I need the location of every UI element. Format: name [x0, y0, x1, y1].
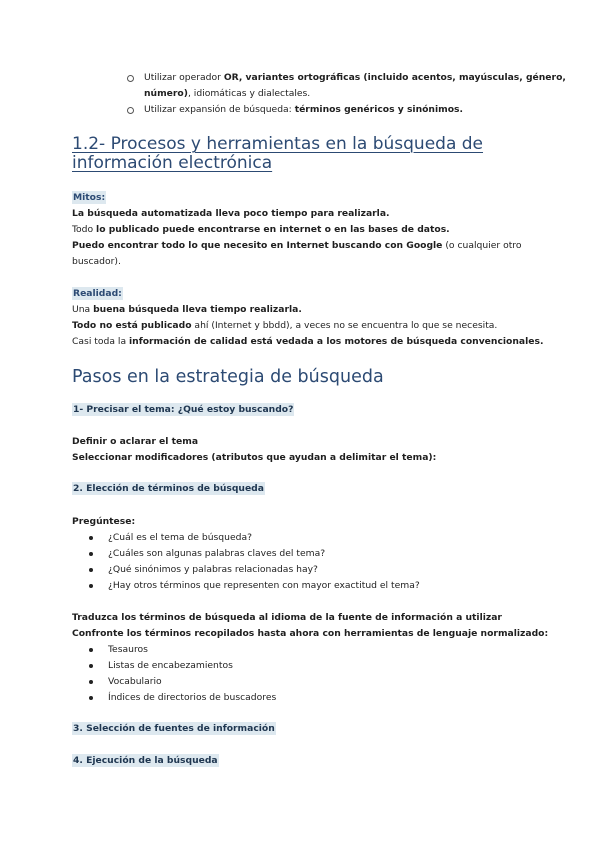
bullet-dot-icon — [89, 680, 93, 684]
step-2-title: 2. Elección de términos de búsqueda — [73, 483, 264, 494]
mitos-line-2: Todo lo publicado puede encontrarse en internet o en las bases de datos. — [72, 224, 450, 235]
mitos-label: Mitos: — [73, 192, 106, 203]
tool-item: Listas de encabezamientos — [108, 659, 233, 673]
realidad-label: Realidad: — [73, 288, 122, 299]
bullet-dot-icon — [89, 552, 93, 556]
tool-item: Vocabulario — [108, 675, 162, 689]
section-title: 1.2- Procesos y herramientas en la búsqueda de — [72, 134, 484, 154]
step-4-title: 4. Ejecución de la búsqueda — [73, 755, 218, 766]
question-item: ¿Cuáles son algunas palabras claves del tema? — [108, 547, 325, 561]
circle-bullet-icon — [127, 75, 134, 82]
step-2-confronte: Confronte los términos recopilados hasta ahora con herramientas de lenguaje normalizado: — [72, 628, 549, 639]
step-3-title: 3. Selección de fuentes de información — [73, 723, 275, 734]
realidad-line-2: Todo no está publicado ahí (Internet y bbdd), a veces no se encuentra lo que se necesita. — [72, 320, 498, 331]
realidad-line-1: Una buena búsqueda lleva tiempo realizarla. — [72, 304, 302, 315]
step-1-line-2: Seleccionar modificadores (atributos que ayudan a delimitar el tema): — [72, 452, 437, 463]
mitos-line-4: buscador). — [72, 256, 121, 267]
question-item: ¿Qué sinónimos y palabras relacionadas hay? — [108, 563, 318, 577]
circle-bullet-icon — [127, 107, 134, 114]
step-1-line-1: Definir o aclarar el tema — [72, 436, 199, 447]
question-item: ¿Cuál es el tema de búsqueda? — [108, 531, 252, 545]
step-2-traduzca: Traduzca los términos de búsqueda al idioma de la fuente de información a utilizar — [72, 612, 502, 623]
list-item-continuation: número), idiomáticas y dialectales. — [144, 88, 311, 99]
mitos-line-3: Puedo encontrar todo lo que necesito en Internet buscando con Google (o cualquier otro — [72, 240, 522, 251]
section-title-cont: información electrónica — [72, 153, 273, 173]
pasos-title: Pasos en la estrategia de búsqueda — [72, 367, 384, 387]
bullet-dot-icon — [89, 664, 93, 668]
realidad-line-3: Casi toda la información de calidad está vedada a los motores de búsqueda convencionales. — [72, 336, 544, 347]
bullet-dot-icon — [89, 648, 93, 652]
bullet-dot-icon — [89, 584, 93, 588]
step-1-title: 1- Precisar el tema: ¿Qué estoy buscando? — [73, 404, 294, 415]
tool-item: Índices de directorios de buscadores — [108, 691, 276, 705]
question-item: ¿Hay otros términos que representen con mayor exactitud el tema? — [108, 579, 420, 593]
bullet-dot-icon — [89, 536, 93, 540]
step-2-pregunte: Pregúntese: — [72, 516, 136, 527]
mitos-line-1: La búsqueda automatizada lleva poco tiempo para realizarla. — [72, 208, 390, 219]
list-item: Utilizar operador OR, variantes ortográficas (incluido acentos, mayúsculas, género, — [144, 71, 566, 85]
tool-item: Tesauros — [108, 643, 148, 657]
list-item: Utilizar expansión de búsqueda: términos genéricos y sinónimos. — [144, 103, 463, 117]
bullet-dot-icon — [89, 568, 93, 572]
bullet-dot-icon — [89, 696, 93, 700]
